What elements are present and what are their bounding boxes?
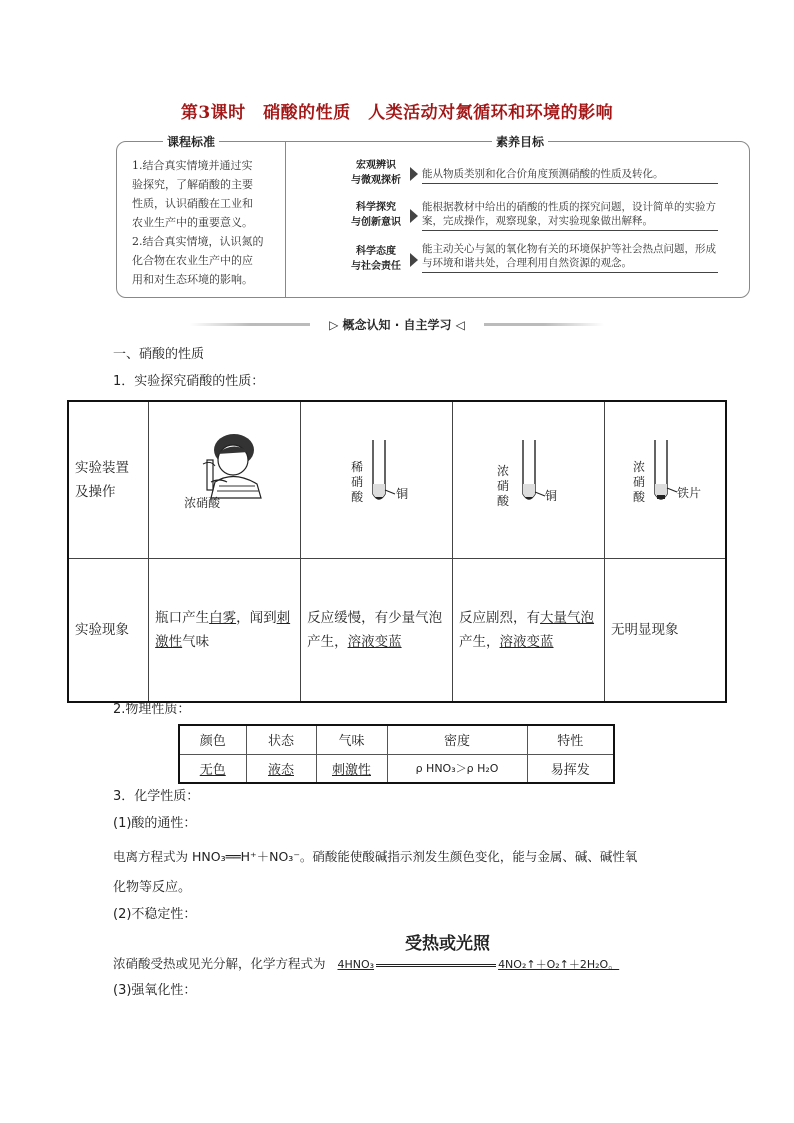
table-cell: 易挥发 (527, 754, 614, 783)
page-title: 第3课时 硝酸的性质 人类活动对氮循环和环境的影响 (180, 103, 614, 123)
literacy-label: 素养目标 (492, 133, 548, 150)
metal-label: 铜 (396, 487, 409, 501)
table-cell-label: 实验现象 (68, 559, 149, 702)
standards-line: 2.结合真实情境，认识氮的 (132, 235, 264, 248)
table-header: 颜色 (179, 725, 246, 754)
table-cell-label: 实验装置 及操作 (68, 401, 149, 559)
reaction-condition: 受热或光照 (405, 934, 490, 954)
standards-label: 课程标准 (163, 133, 219, 150)
standards-text (132, 156, 278, 289)
literacy-item-label: 科学探究 与创新意识 (351, 202, 401, 228)
literacy-item-text: 能主动关心与氮的氧化物有关的环境保护等社会热点问题，形成与环境和谐共处，合理利用自然资源的观念。 (422, 242, 718, 273)
table-cell: 刺激性 (316, 754, 387, 783)
physical-properties-table (178, 724, 615, 784)
paragraph-text: 化物等反应。 (113, 880, 192, 895)
section-banner (190, 316, 604, 332)
table-cell-apparatus (149, 401, 301, 559)
table-cell-apparatus (301, 401, 453, 559)
apparatus-caption: 浓硝酸 (184, 496, 221, 510)
standards-line: 1.结合真实情境并通过实 (132, 159, 253, 172)
literacy-item-text: 能根据教材中给出的硝酸的性质的探究问题，设计简单的实验方案，完成操作，观察现象，对实验现象做出解释。 (422, 200, 718, 231)
test-tube-figure (453, 402, 603, 550)
table-cell-observation: 反应缓慢，有少量气泡 产生，溶液变蓝 (301, 559, 453, 702)
tube-liquid-label: 稀 硝 酸 (351, 460, 364, 504)
standards-line: 用和对生态环境的影响。 (132, 273, 253, 286)
table-cell-apparatus (605, 401, 727, 559)
metal-label: 铜 (545, 489, 558, 503)
table-header: 气味 (316, 725, 387, 754)
arrow-icon (410, 209, 418, 223)
test-tube-figure (605, 402, 725, 550)
box-divider (285, 141, 286, 298)
banner-title: ▷ 概念认知 · 自主学习 ◁ (329, 318, 465, 332)
tube-liquid-label: 浓 硝 酸 (497, 464, 510, 508)
arrow-icon (410, 253, 418, 267)
standards-line: 化合物在农业生产中的应 (132, 254, 253, 267)
equation: 4HNO₃ 4NO₂↑＋O₂↑＋2H₂O。 (337, 958, 620, 971)
table-header: 特性 (527, 725, 614, 754)
table-header: 密度 (387, 725, 527, 754)
experiment-table (67, 400, 727, 703)
tube-liquid-label: 浓 硝 酸 (633, 460, 646, 504)
table-cell: 液态 (246, 754, 316, 783)
table-cell-apparatus (453, 401, 605, 559)
table-cell: 无色 (179, 754, 246, 783)
table-cell-observation: 反应剧烈，有大量气泡 产生，溶液变蓝 (453, 559, 605, 702)
table-header-row (179, 725, 614, 754)
metal-label: 铁片 (677, 486, 702, 500)
table-header: 状态 (246, 725, 316, 754)
section-heading: 一、硝酸的性质 (113, 347, 205, 362)
table-row (179, 754, 614, 783)
test-tube-figure (301, 402, 451, 550)
literacy-item-label: 宏观辨识 与微观探析 (351, 160, 401, 186)
subsection-heading: 1．实验探究硝酸的性质： (113, 374, 265, 389)
paragraph-text: 电离方程式为 HNO₃══H⁺＋NO₃⁻。硝酸能使酸碱指示剂发生颜色变化，能与金属、碱、碱性氧 (113, 849, 638, 864)
paragraph-title: (2)不稳定性： (113, 907, 197, 922)
standards-line: 农业生产中的重要意义。 (132, 216, 253, 229)
student-smelling-figure (149, 402, 299, 550)
paragraph-title: (3)强氧化性： (113, 983, 197, 998)
table-row (68, 559, 726, 702)
table-cell-observation: 瓶口产生白雾，闻到刺 激性气味 (149, 559, 301, 702)
paragraph-title: (1)酸的通性： (113, 816, 197, 831)
table-cell-observation: 无明显现象 (605, 559, 727, 702)
table-cell: ρ HNO₃＞ρ H₂O (387, 754, 527, 783)
subsection-heading: 3．化学性质： (113, 789, 200, 804)
subsection-heading: 2.物理性质： (113, 702, 191, 717)
standards-line: 验探究，了解硝酸的主要 (132, 178, 253, 191)
arrow-icon (410, 167, 418, 181)
paragraph-text: 浓硝酸受热或见光分解，化学方程式为 4HNO₃ 4NO₂↑＋O₂↑＋2H₂O。 (113, 956, 620, 971)
literacy-item-text: 能从物质类别和化合价角度预测硝酸的性质及转化。 (422, 167, 718, 184)
literacy-item-label: 科学态度 与社会责任 (351, 246, 401, 272)
table-row (68, 401, 726, 559)
standards-line: 性质，认识硝酸在工业和 (132, 197, 253, 210)
